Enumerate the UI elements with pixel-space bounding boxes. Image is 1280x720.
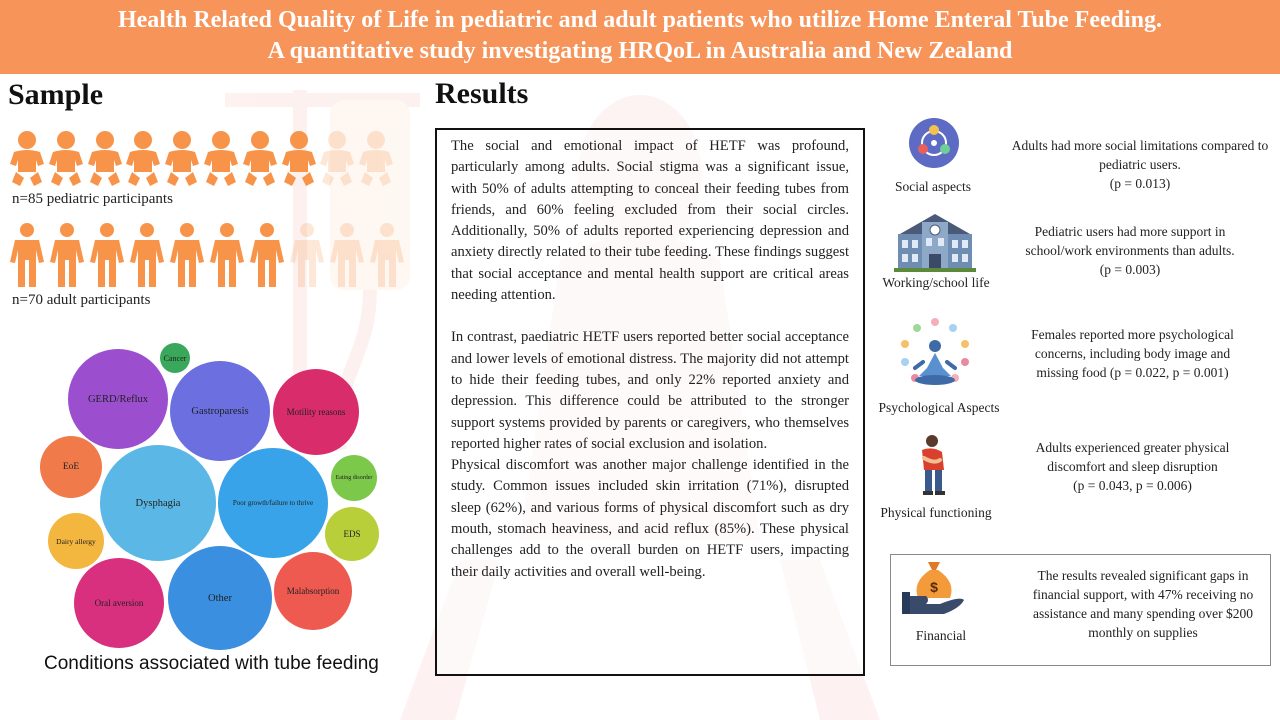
condition-bubble: [48, 513, 104, 569]
child-person-icon: [318, 130, 356, 188]
condition-bubble: [40, 436, 102, 498]
condition-label: Other: [208, 592, 232, 604]
title-banner: [0, 0, 1280, 74]
adult-person-icon: [248, 222, 286, 288]
money-bag-hand-icon: [900, 556, 966, 618]
adult-person-icon: [288, 222, 326, 288]
adult-person-icon: [208, 222, 246, 288]
adult-person-icon: [8, 222, 46, 288]
finding-desc-psych: [1030, 325, 1235, 382]
adult-person-icon: [128, 222, 166, 288]
adult-person-icon: [168, 222, 206, 288]
svg-text:$: $: [930, 579, 938, 595]
condition-bubble: [74, 558, 164, 648]
finding-text-physical: Adults experienced greater physical discomfort and sleep disruption: [1035, 440, 1230, 474]
condition-bubble: [273, 369, 359, 455]
finding-label-psych: Psychological Aspects: [878, 400, 1000, 415]
condition-bubble: [68, 349, 168, 449]
condition-bubble: [168, 546, 272, 650]
child-person-icon: [86, 130, 124, 188]
condition-label: EDS: [343, 529, 361, 539]
title-line-1: Health Related Quality of Life in pediatric and adult patients who utilize Home Enteral Tube Feeding.: [117, 7, 1163, 33]
condition-bubble: [325, 507, 379, 561]
results-paragraph-paediatric: In contrast, paediatric HETF users reported better social acceptance and lower levels of emotional distress. The majority did not attempt to hide their feeding tubes, and only 22% reported anxiety and depression. This difference could be attributed to the stronger support systems provided by parents or caregivers, who themselves reported higher rates of social exclusion and isolation.: [451, 329, 849, 452]
child-person-icon: [280, 130, 318, 188]
finding-desc-physical: [1030, 438, 1235, 495]
results-paragraph-physical: Physical discomfort was another major challenge identified in the study. Common issues included skin irritation (71%), disrupted sleep (62%), and various forms of physical discomfort such as dry mouth, stomach heaviness, and acid reflux (85%). These physical challenges add to the overall burden on HETF users, impacting their daily activities and overall well-being.: [451, 457, 849, 580]
adult-person-icon: [88, 222, 126, 288]
finding-label-financial: Financial: [915, 628, 967, 643]
condition-bubble: [331, 455, 377, 501]
finding-label-work: Working/school life: [882, 275, 990, 290]
results-text-box: [435, 128, 865, 676]
condition-bubble: [160, 343, 190, 373]
adult-person-icon: [48, 222, 86, 288]
sample-heading: Sample: [8, 78, 104, 111]
condition-label: Dairy allergy: [56, 536, 96, 546]
adult-person-icon: [368, 222, 406, 288]
meditation-icon: [897, 316, 973, 392]
condition-label: EoE: [62, 462, 80, 472]
results-paragraph-social: The social and emotional impact of HETF was profound, particularly among adults. Social stigma was a significant issue, with 50% of adults attempting to conceal their feeding tubes from friends, and 60% feeling excluded from their social circles. Additionally, 50% of adults reported experiencing depression and anxiety directly related to their tube feeding. These findings suggest that social acceptance and mental health support are critical areas needing attention.: [451, 138, 849, 304]
finding-text-social: Adults had more social limitations compared to pediatric users.: [1011, 138, 1269, 172]
child-person-icon: [163, 130, 201, 188]
finding-desc-financial: [1026, 566, 1260, 642]
adult-person-icon: [328, 222, 366, 288]
stomach-pain-icon: [916, 434, 952, 496]
child-person-icon: [202, 130, 240, 188]
adult-icon-row: [8, 222, 408, 288]
child-person-icon: [357, 130, 395, 188]
condition-bubble: [218, 448, 328, 558]
finding-stat-work: (p = 0.003): [1099, 262, 1161, 277]
adult-caption: n=70 adult participants: [12, 292, 151, 308]
pediatric-icon-row: [8, 130, 396, 188]
finding-text-financial: The results revealed significant gaps in financial support, with 47% receiving no assistance and many spending over $200 monthly on supplies: [1032, 568, 1254, 640]
condition-label: Dysphagia: [135, 497, 181, 509]
title-line-2: A quantitative study investigating HRQoL in Australia and New Zealand: [267, 38, 1013, 64]
condition-label: Poor growth/failure to thrive: [232, 499, 314, 507]
finding-label-social: Social aspects: [894, 179, 972, 194]
finding-desc-social: [1000, 136, 1280, 193]
child-person-icon: [241, 130, 279, 188]
condition-label: Cancer: [163, 353, 187, 363]
finding-text-psych: Females reported more psychological concerns, including body image and missing food (p = 0.022, p = 0.001): [1031, 327, 1234, 380]
pediatric-caption: n=85 pediatric participants: [12, 191, 173, 207]
condition-label: Oral aversion: [94, 598, 144, 608]
condition-bubble: [170, 361, 270, 461]
finding-stat-social: (p = 0.013): [1109, 176, 1171, 191]
finding-text-work: Pediatric users had more support in school/work environments than adults.: [1025, 224, 1235, 258]
condition-bubble: [274, 552, 352, 630]
finding-label-physical: Physical functioning: [880, 505, 992, 520]
finding-desc-work: [1020, 222, 1240, 279]
condition-label: Eating disorder: [335, 475, 373, 481]
condition-label: Malabsorption: [286, 586, 340, 596]
condition-label: Motility reasons: [286, 407, 346, 417]
child-person-icon: [8, 130, 46, 188]
conditions-caption: Conditions associated with tube feeding: [44, 653, 379, 674]
school-building-icon: [892, 210, 978, 272]
condition-label: GERD/Reflux: [87, 393, 149, 405]
condition-label: Gastroparesis: [191, 405, 249, 417]
child-person-icon: [124, 130, 162, 188]
results-heading: Results: [435, 77, 529, 110]
social-network-icon: [908, 117, 960, 169]
finding-stat-physical: (p = 0.043, p = 0.006): [1073, 478, 1192, 493]
condition-bubble: [100, 445, 216, 561]
child-person-icon: [47, 130, 85, 188]
